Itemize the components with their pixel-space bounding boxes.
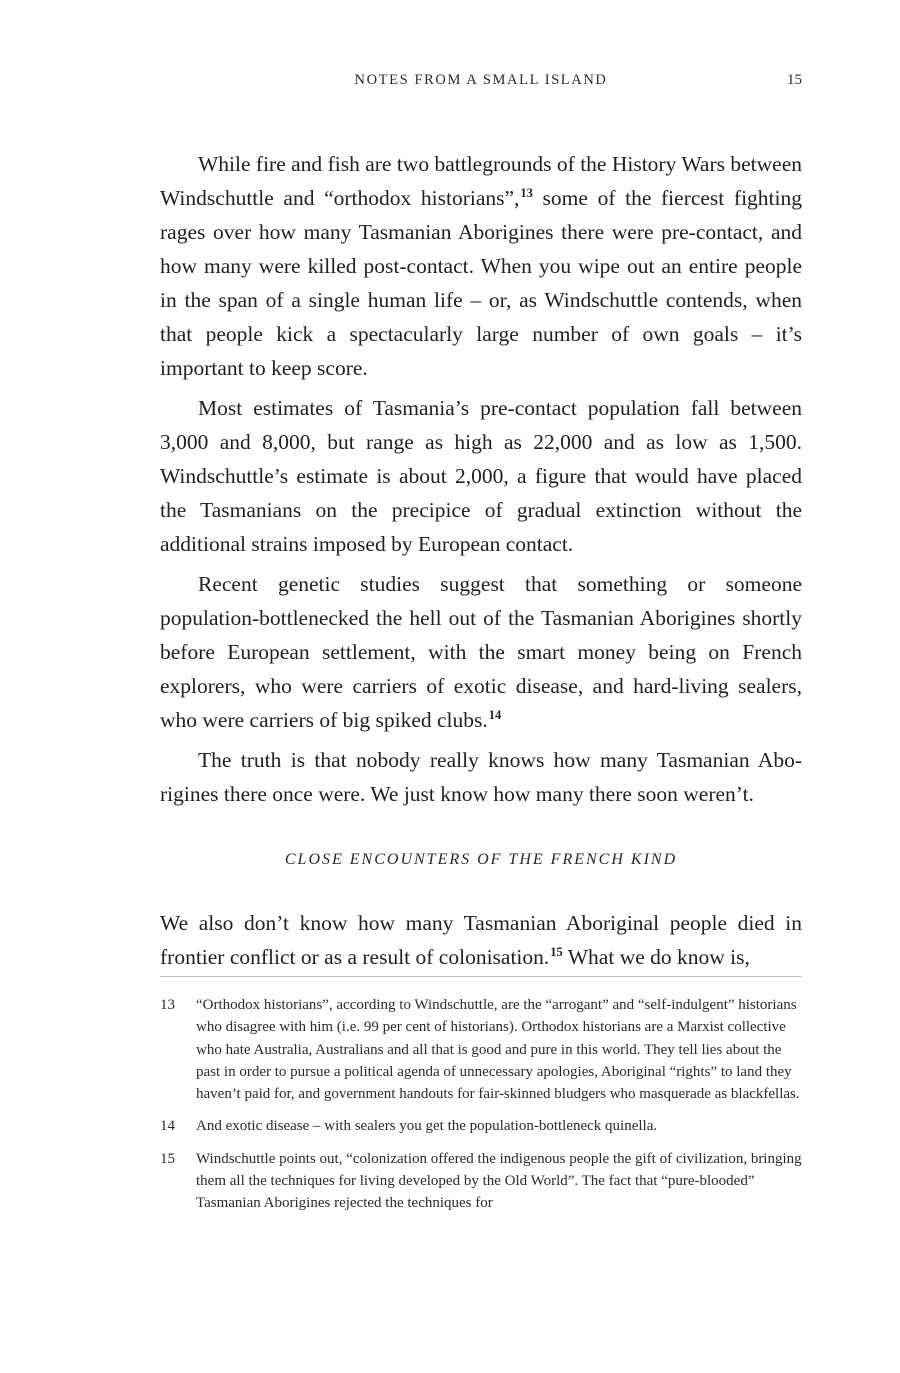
footnote-15 (160, 1148, 802, 1215)
footnote-text: Windschuttle points out, “colonization offered the indigenous people the gift of civilization, bringing them all the techniques for living developed by the Old World”. The fact that “pure-blooded” Tasmanian Aborigines rejected the techniques for (196, 1150, 802, 1212)
paragraph-2 (160, 391, 802, 561)
paragraph-4 (160, 743, 802, 811)
paragraph-1 (160, 147, 802, 385)
paragraph-5-text-a: We also don’t know how many Tasmanian Aboriginal people died in frontier conflict or as a result of colonisation. (160, 911, 802, 969)
footnote-ref-14[interactable]: 14 (488, 708, 502, 722)
footnote-ref-15[interactable]: 15 (550, 945, 563, 959)
footnote-text: “Orthodox historians”, according to Windschuttle, are the “arrogant” and “self-indulgent” historians who disagree with him (i.e. 99 per cent of historians). Orthodox historians are a Marxist collective who hate Australia, Australians and all that is good and pure in this world. They tell lies about the past in order to pursue a political agenda of unnecessary apologies, Aboriginal “rights” to land they haven’t paid for, and government handouts for fair-skinned bludgers who masquerade as blackfellas. (196, 997, 800, 1103)
footnotes (160, 994, 802, 1225)
footnote-ref-13[interactable]: 13 (520, 186, 533, 200)
paragraph-3 (160, 567, 802, 737)
running-header (160, 72, 802, 94)
footnote-number: 15 (160, 1150, 175, 1167)
section-heading: CLOSE ENCOUNTERS OF THE FRENCH KIND (284, 851, 678, 868)
footnote-number: 14 (160, 1118, 175, 1135)
paragraph-2-text: Most estimates of Tasmania’s pre-contact population fall between 3,000 and 8,000, but range as high as 22,000 and as low as 1,500. Windschuttle’s estimate is about 2,000, a figure that would have placed the Tasmanians on the precipice of gradual extinction without the additional strains imposed by European contact. (160, 396, 802, 556)
footnote-text: And exotic disease – with sealers you get the population-bottleneck quinella. (196, 1118, 658, 1135)
running-title: NOTES FROM A SMALL ISLAND (354, 72, 608, 88)
paragraph-4-text: The truth is that nobody really knows how many Tasmanian Aborigines there once were. We just know how many there soon weren’t. (160, 748, 802, 806)
paragraph-1-text-a: While fire and fish are two battlegrounds of the History Wars between Windschuttle and “orthodox historians”, (160, 152, 802, 210)
footnote-14 (160, 1115, 802, 1137)
paragraph-3-text: Recent genetic studies suggest that something or someone population-bottlenecked the hell out of the Tasmanian Aborigines shortly before European settlement, with the smart money being on French explorers, who were carriers of exotic disease, and hard-living sealers, who were carriers of big spiked clubs. (160, 572, 802, 732)
footnote-number: 13 (160, 997, 175, 1013)
paragraph-5-text-b: What we do know is, (562, 945, 750, 969)
footnote-divider (160, 976, 802, 977)
page-number: 15 (787, 72, 802, 88)
paragraph-5 (160, 906, 802, 974)
paragraph-1-text-b: some of the fiercest fighting rages over how many Tasmanian Aborigines there were pre-contact, and how many were killed post-contact. When you wipe out an entire people in the span of a single human life – or, as Windschuttle contends, when that people kick a spectacularly large number of own goals – it’s important to keep score. (160, 186, 802, 380)
main-text (160, 147, 802, 980)
footnote-13 (160, 994, 802, 1105)
